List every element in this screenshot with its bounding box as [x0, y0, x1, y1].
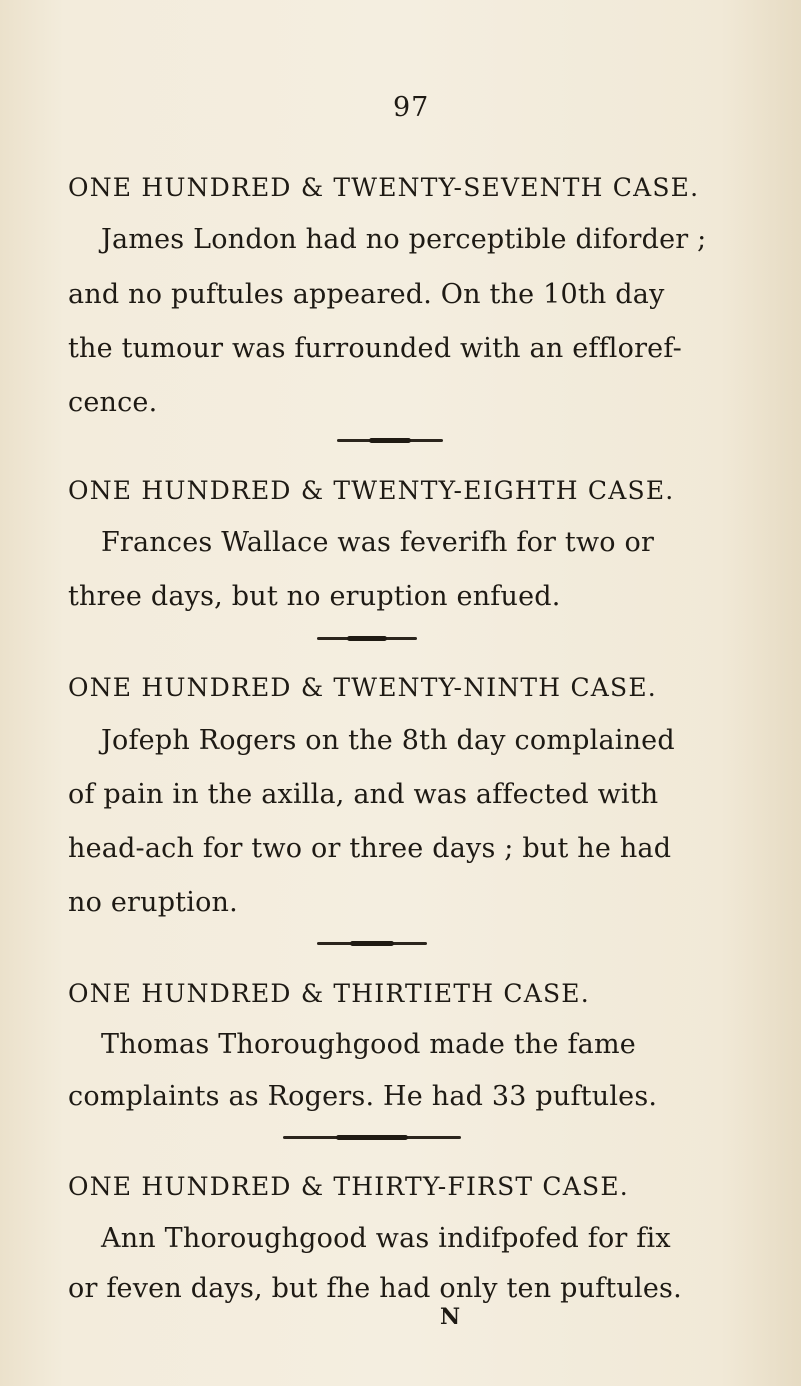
case-130-heading: ONE HUNDRED & THIRTIETH CASE. [68, 979, 590, 1008]
case-127-heading: ONE HUNDRED & TWENTY-SEVENTH CASE. [68, 173, 700, 202]
case-131-heading: ONE HUNDRED & THIRTY-FIRST CASE. [68, 1172, 629, 1201]
case-129-line-4: no eruption. [68, 887, 238, 918]
section-divider [283, 1136, 461, 1139]
case-127-line-1: James London had no perceptible diforder ; [101, 224, 707, 255]
case-128-heading: ONE HUNDRED & TWENTY-EIGHTH CASE. [68, 476, 675, 505]
case-128-line-2: three days, but no eruption enfued. [68, 581, 561, 612]
signature-mark: N [440, 1304, 461, 1330]
case-131-line-2: or feven days, but fhe had only ten puftules. [68, 1273, 682, 1304]
case-129-line-2: of pain in the axilla, and was affected with [68, 779, 659, 810]
case-129-line-3: head-ach for two or three days ; but he had [68, 833, 672, 864]
section-divider [317, 942, 427, 945]
case-128-line-1: Frances Wallace was feverifh for two or [101, 527, 655, 558]
page-number: 97 [393, 92, 430, 123]
section-divider [337, 439, 443, 442]
case-129-line-1: Jofeph Rogers on the 8th day complained [101, 725, 675, 756]
section-divider [317, 637, 417, 640]
case-129-heading: ONE HUNDRED & TWENTY-NINTH CASE. [68, 673, 657, 702]
case-127-line-3: the tumour was furrounded with an effloref- [68, 333, 682, 364]
case-130-line-2: complaints as Rogers. He had 33 puftules. [68, 1081, 658, 1112]
case-127-line-2: and no puftules appeared. On the 10th day [68, 279, 665, 310]
case-130-line-1: Thomas Thoroughgood made the fame [101, 1029, 636, 1060]
case-131-line-1: Ann Thoroughgood was indifpofed for fix [101, 1223, 671, 1254]
case-127-line-4: cence. [68, 387, 158, 418]
